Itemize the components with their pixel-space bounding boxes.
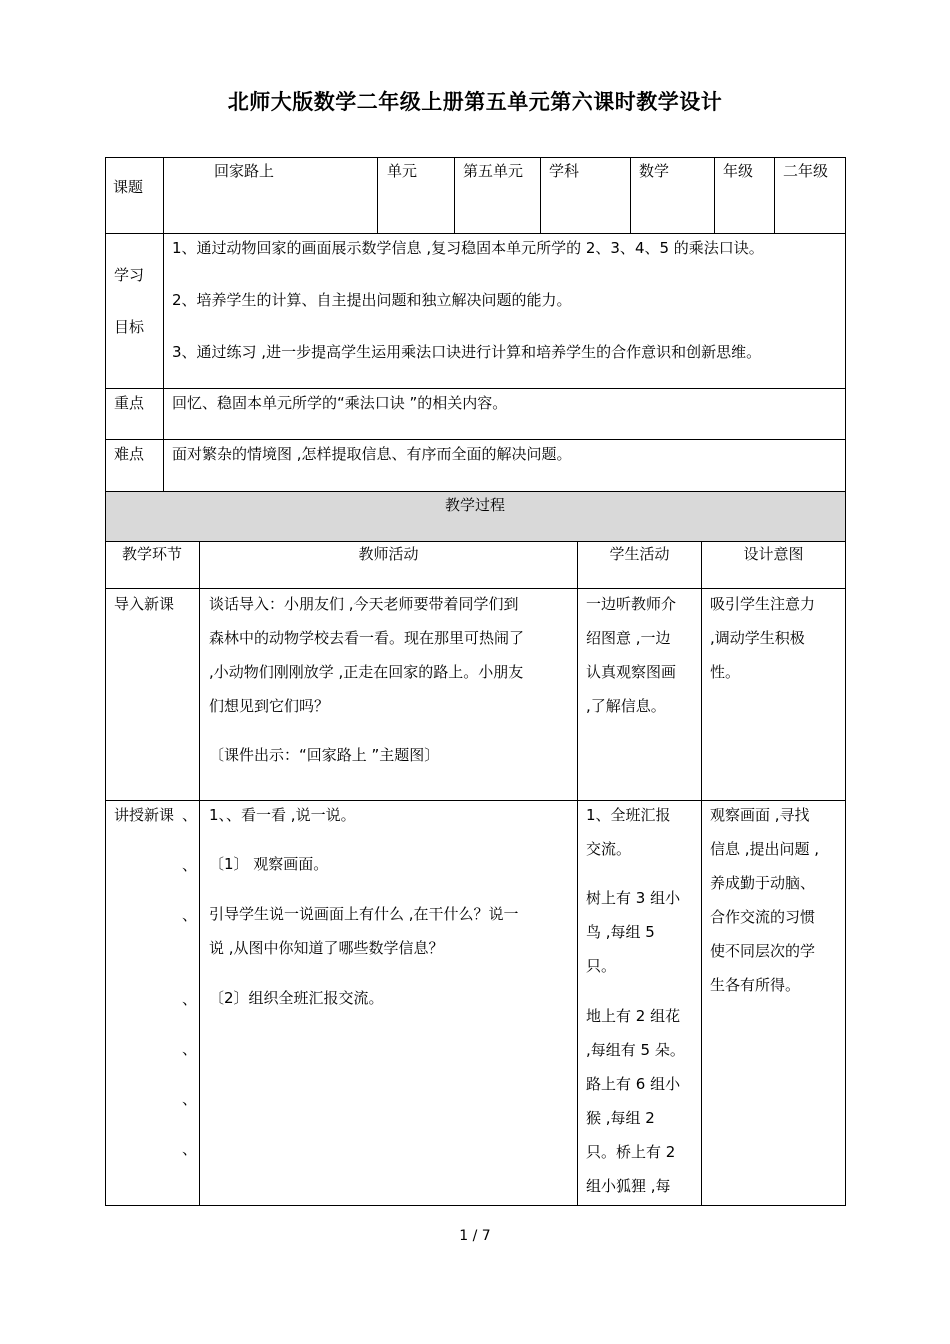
student-line: 绍图意 ,一边 — [586, 629, 671, 647]
column-header-teacher: 教师活动 — [358, 545, 419, 563]
border-goals-bottom — [105, 388, 846, 389]
key-point-text: 回忆、稳固本单元所学的“乘法口诀 ”的相关内容。 — [172, 394, 508, 412]
goal-item: 2、培养学生的计算、自主提出问题和独立解决问题的能力。 — [172, 291, 572, 309]
border-keypoint-bottom — [105, 439, 846, 440]
column-header-student: 学生活动 — [609, 545, 670, 563]
stage-teaching: 讲授新课 — [114, 806, 175, 824]
intent-line: 吸引学生注意力 — [710, 595, 816, 613]
subject-value: 数学 — [639, 162, 670, 180]
student-line: 路上有 6 组小 — [586, 1075, 681, 1093]
teacher-line: 说 ,从图中你知道了哪些数学信息？ — [209, 939, 444, 957]
border-v4 — [630, 157, 631, 233]
key-point-label: 重点 — [114, 394, 145, 412]
teacher-line: 森林中的动物学校去看一看。现在那里可热闹了 — [209, 629, 525, 647]
column-header-intent: 设计意图 — [743, 545, 804, 563]
intent-line: 使不同层次的学 — [710, 942, 816, 960]
border-table-bottom — [105, 1205, 846, 1206]
student-line: 只。桥上有 2 — [586, 1143, 676, 1161]
difficulty-text: 面对繁杂的情境图 ,怎样提取信息、有序而全面的解决问题。 — [172, 445, 572, 463]
teacher-line: ,小动物们刚刚放学 ,正走在回家的路上。小朋友 — [209, 663, 524, 681]
teacher-line: 引导学生说一说画面上有什么 ,在干什么？说一 — [209, 905, 519, 923]
teacher-line: 〔课件出示：“回家路上 ”主题图〕 — [209, 746, 440, 764]
document-title: 北师大版数学二年级上册第五单元第六课时教学设计 — [227, 90, 723, 114]
border-difficulty-bottom — [105, 491, 846, 492]
border-stage-col — [199, 541, 200, 1206]
goals-label-line1: 学习 — [114, 266, 145, 284]
border-left — [105, 157, 106, 1206]
intent-line: ,调动学生积极 — [710, 629, 805, 647]
unit-value: 第五单元 — [463, 162, 524, 180]
border-row1-bottom — [105, 233, 846, 234]
student-line: 地上有 2 组花 — [586, 1007, 681, 1025]
border-label-col — [163, 157, 164, 491]
column-header-stage: 教学环节 — [121, 545, 182, 563]
stage-mark: 、 — [182, 1040, 198, 1058]
student-line: 1、全班汇报 — [586, 806, 671, 824]
teacher-line: 〔1〕 观察画面。 — [209, 855, 329, 873]
teacher-line: 〔2〕组织全班汇报交流。 — [209, 989, 384, 1007]
intent-line: 合作交流的习惯 — [710, 908, 816, 926]
student-line: 只。 — [586, 957, 617, 975]
border-student-col — [701, 541, 702, 1206]
stage-intro: 导入新课 — [114, 595, 175, 613]
border-columns-bottom — [105, 588, 846, 589]
teacher-line: 谈话导入：小朋友们 ,今天老师要带着同学们到 — [209, 595, 519, 613]
border-intro-bottom — [105, 800, 846, 801]
border-v5 — [714, 157, 715, 233]
stage-mark: 、 — [182, 856, 198, 874]
intent-line: 性。 — [710, 663, 741, 681]
intent-line: 生各有所得。 — [710, 976, 801, 994]
student-line: ,了解信息。 — [586, 697, 666, 715]
border-teacher-col — [577, 541, 578, 1206]
stage-mark: 、 — [182, 1140, 198, 1158]
border-process-bottom — [105, 541, 846, 542]
student-line: 认真观察图画 — [586, 663, 677, 681]
goal-item: 3、通过练习 ,进一步提高学生运用乘法口诀进行计算和培养学生的合作意识和创新思维。 — [172, 343, 762, 361]
unit-label: 单元 — [387, 162, 418, 180]
goals-label-line2: 目标 — [114, 318, 145, 336]
student-line: ,每组有 5 朵。 — [586, 1041, 685, 1059]
student-line: 树上有 3 组小 — [586, 889, 681, 907]
topic-label: 课题 — [113, 178, 144, 196]
stage-mark: 、 — [182, 906, 198, 924]
student-line: 交流。 — [586, 840, 632, 858]
border-v1 — [377, 157, 378, 233]
student-line: 一边听教师介 — [586, 595, 677, 613]
border-top — [105, 157, 846, 158]
intent-line: 养成勤于动脑、 — [710, 874, 816, 892]
stage-mark: 、 — [182, 1090, 198, 1108]
teacher-line: 们想见到它们吗？ — [209, 697, 330, 715]
topic-value: 回家路上 — [214, 162, 275, 180]
stage-mark: 、 — [182, 990, 198, 1008]
goal-item: 1、通过动物回家的画面展示数学信息 ,复习稳固本单元所学的 2、3、4、5 的乘法口诀。 — [172, 239, 764, 257]
grade-label: 年级 — [723, 162, 754, 180]
student-line: 猴 ,每组 2 — [586, 1109, 655, 1127]
teacher-line: 1、、看一看 ,说一说。 — [209, 806, 356, 824]
intent-line: 信息 ,提出问题 , — [710, 840, 820, 858]
border-v6 — [774, 157, 775, 233]
intent-line: 观察画面 ,寻找 — [710, 806, 810, 824]
page-number: 1 / 7 — [459, 1228, 491, 1244]
process-title: 教学过程 — [444, 496, 505, 514]
border-v2 — [454, 157, 455, 233]
border-v3 — [540, 157, 541, 233]
difficulty-label: 难点 — [114, 445, 145, 463]
subject-label: 学科 — [549, 162, 580, 180]
stage-mark: 、 — [182, 806, 198, 824]
student-line: 组小狐狸 ,每 — [586, 1177, 671, 1195]
student-line: 鸟 ,每组 5 — [586, 923, 655, 941]
border-right — [845, 157, 846, 1206]
grade-value: 二年级 — [783, 162, 829, 180]
